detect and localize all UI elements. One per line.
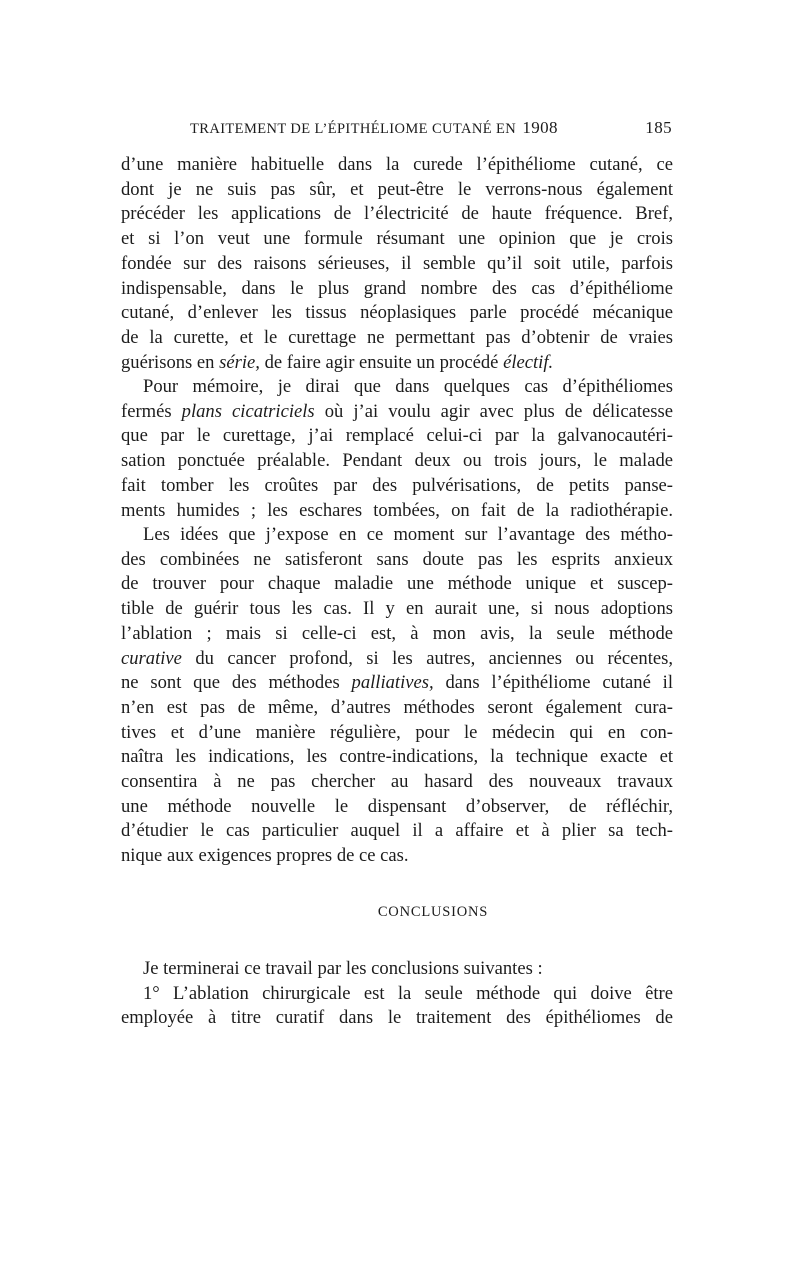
text-line: nique aux exigences propres de ce cas. bbox=[121, 845, 409, 867]
paragraph-2 bbox=[121, 375, 673, 523]
italic-run: curative bbox=[121, 647, 182, 669]
italic-run: plans cicatriciels bbox=[181, 400, 315, 422]
text-line: de trouver pour chaque maladie une méthode unique et suscep- bbox=[121, 573, 673, 595]
text-line: Les idées que j’expose en ce moment sur l’avantage des métho- bbox=[143, 524, 673, 545]
text-run: du cancer profond, si les autres, anciennes ou récentes, bbox=[181, 647, 673, 669]
text-line: l’ablation ; mais si celle-ci est, à mon avis, la seule méthode bbox=[121, 622, 673, 644]
text-line: tible de guérir tous les cas. Il y en aurait une, si nous adoptions bbox=[121, 598, 673, 620]
text-run: ne sont que des méthodes bbox=[121, 672, 352, 694]
text-line: que par le curettage, j’ai remplacé celui-ci par la galvanocautéri- bbox=[121, 425, 673, 447]
paragraph-3 bbox=[121, 523, 673, 869]
text-line: sation ponctuée préalable. Pendant deux ou trois jours, le malade bbox=[121, 450, 673, 472]
text-line: cutané, d’enlever les tissus néoplasiques parle procédé mécanique bbox=[121, 302, 673, 324]
italic-run: électif. bbox=[503, 351, 554, 373]
text-line bbox=[121, 671, 673, 696]
text-line: ments humides ; les eschares tombées, on fait de la radiothérapie. bbox=[121, 499, 673, 521]
text-line: employée à titre curatif dans le traitement des épithéliomes de bbox=[121, 1007, 673, 1029]
text-line: précéder les applications de l’électricité de haute fréquence. Bref, bbox=[121, 203, 673, 225]
text-line: dont je ne suis pas sûr, et peut-être le verrons-nous également bbox=[121, 178, 673, 200]
text-line: des combinées ne satisferont sans doute pas les esprits anxieux bbox=[121, 548, 673, 570]
text-line bbox=[121, 647, 673, 672]
text-line: de la curette, et le curettage ne permettant pas d’obtenir de vraies bbox=[121, 326, 673, 348]
text-line bbox=[121, 400, 673, 425]
paragraph-1 bbox=[121, 153, 673, 375]
text-line: et si l’on veut une formule résumant une opinion que je crois bbox=[121, 228, 673, 250]
text-run: où j’ai voulu agir avec plus de délicatesse bbox=[314, 400, 673, 422]
text-line: tives et d’une manière régulière, pour le médecin qui en con- bbox=[121, 721, 673, 743]
running-head-left bbox=[190, 118, 558, 138]
text-line: une méthode nouvelle le dispensant d’observer, de réfléchir, bbox=[121, 795, 673, 817]
text-line: consentira à ne pas chercher au hasard des nouveaux travaux bbox=[121, 771, 673, 793]
running-head bbox=[190, 118, 672, 144]
text-line bbox=[121, 351, 673, 376]
text-line: fondée sur des raisons sérieuses, il semble qu’il soit utile, parfois bbox=[121, 252, 673, 274]
text-line: indispensable, dans le plus grand nombre des cas d’épithéliome bbox=[121, 277, 673, 299]
text-line: n’en est pas de même, d’autres méthodes seront également cura- bbox=[121, 696, 673, 718]
text-line: d’étudier le cas particulier auquel il a affaire et à plier sa tech- bbox=[121, 820, 673, 842]
running-head-year: 1908 bbox=[522, 118, 558, 137]
text-run: guérisons en bbox=[121, 351, 220, 373]
conclusions-block bbox=[121, 957, 673, 1031]
text-line: Je terminerai ce travail par les conclusions suivantes : bbox=[143, 958, 543, 979]
section-title-text: CONCLUSIONS bbox=[377, 904, 489, 920]
italic-run: série, bbox=[219, 351, 260, 373]
text-run: dans l’épithéliome cutané il bbox=[433, 672, 673, 694]
italic-run: palliatives, bbox=[351, 672, 434, 694]
text-run: fermés bbox=[121, 400, 182, 422]
text-line: fait tomber les croûtes par des pulvérisations, de petits panse- bbox=[121, 474, 673, 496]
text-line: Pour mémoire, je dirai que dans quelques cas d’épithéliomes bbox=[143, 376, 673, 397]
text-line: d’une manière habituelle dans la curede l’épithéliome cutané, ce bbox=[121, 154, 673, 175]
page-number: 185 bbox=[645, 118, 672, 137]
text-line: 1° L’ablation chirurgicale est la seule méthode qui doive être bbox=[143, 982, 673, 1004]
text-line: naîtra les indications, les contre-indications, la technique exacte et bbox=[121, 746, 673, 768]
section-title bbox=[0, 904, 800, 921]
running-head-title: TRAITEMENT DE L’ÉPITHÉLIOME CUTANÉ EN bbox=[190, 121, 517, 137]
text-run: de faire agir ensuite un procédé bbox=[259, 351, 504, 373]
